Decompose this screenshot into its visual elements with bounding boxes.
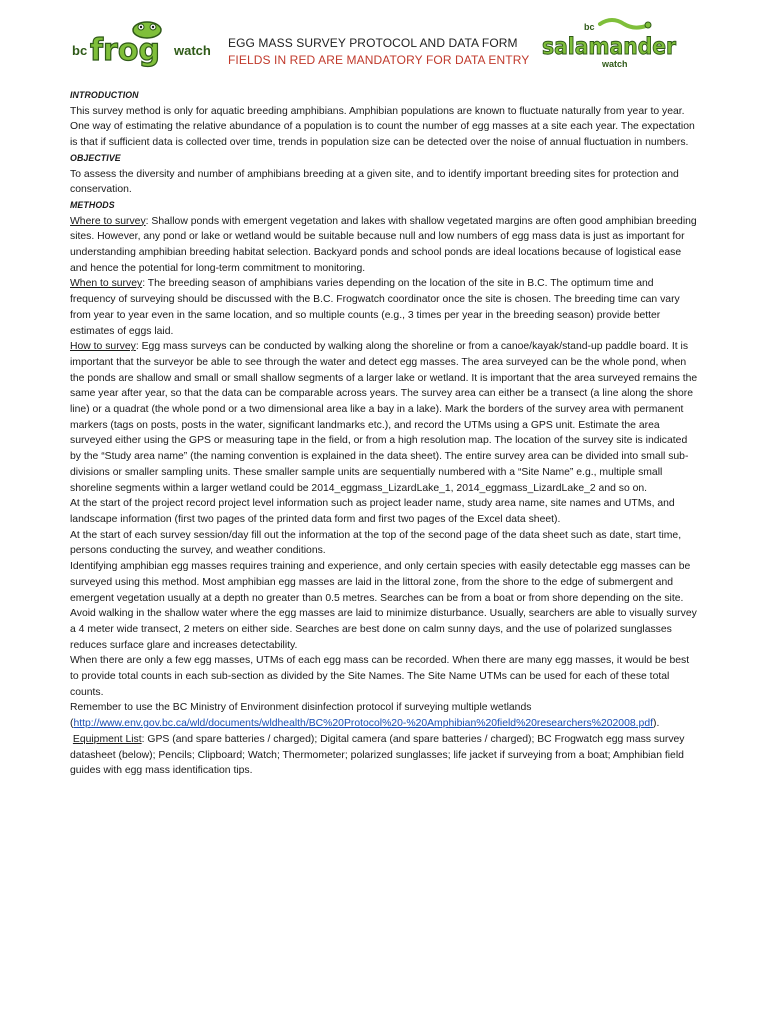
where-paragraph bbox=[70, 214, 700, 277]
where-label: Where to survey bbox=[70, 215, 146, 227]
objective-text: To assess the diversity and number of amphibians breeding at a given site, and to identify important breeding sites for protection and conservation. bbox=[70, 168, 679, 196]
protocol-body bbox=[70, 88, 700, 779]
when-text: : The breeding season of amphibians varies depending on the location of the site in B.C. The optimum time and frequency of surveying should be discussed with the B.C. Frogwatch coordinator once the site is chosen. The breeding time can vary from year to year even in the same location, and so multiple counts (e.g., 3 times per year in the breeding season) provide better estimates of eggs laid. bbox=[70, 278, 680, 337]
how-text: : Egg mass surveys can be conducted by walking along the shoreline or from a canoe/kayak/stand-up paddle board. It is important that the surveyor be able to see through the water and detect egg masses. The area surveyed can be the whole pond, when the ponds are shallow and small or small shallow segments of a larger lake or wetland. It is important that the area surveyed remains the same year after year, so that the data can be comparable across years. The survey area can either be a transect (a line along the shore line) or a quadrat (the whole pond or a two dimensional area like a bay in a lake). Mark the borders of the survey area with permanent markers (tags on posts, posts in the water, significant landmarks etc.), and record the UTMs using a GPS unit. Estimate the area surveyed either using the GPS or measuring tape in the field, or from a high resolution map. The location of the survey site is indicated by the “Study area name” (the naming convention is explained in the data sheet). The entire survey area can be divided into small sub-divisions or smaller sampling units. These smaller sample units are sequentially numbered with a “Site Name” e.g., multiple small shoreline segments within a larger wetland could be 2014_eggmass_LizardLake_1, 2014_eggmass_LizardLake_2 and so on. bbox=[70, 341, 698, 494]
link-close-paren: ). bbox=[652, 718, 660, 730]
equipment-label: Equipment List bbox=[72, 733, 142, 745]
bc-salamanderwatch-logo bbox=[540, 14, 680, 72]
equipment-text: : GPS (and spare batteries / charged); Digital camera (and spare batteries / charged); BC Frogwatch egg mass survey datasheet (below); Pencils; Clipboard; Watch; Thermometer; polarized sunglasses; life jacket if surveying from a boat; Amphibian field guides with egg mass identification tips. bbox=[70, 733, 685, 777]
when-paragraph bbox=[70, 276, 700, 339]
header-titles bbox=[228, 36, 528, 67]
counts-paragraph: When there are only a few egg masses, UTMs of each egg mass can be recorded. When there are many egg masses, it would be best to provide total counts in each sub-section as divided by the Site Names. The Site Name UTMs can be used for each of these total counts. bbox=[70, 655, 690, 698]
logo-left-bc: bc bbox=[72, 43, 88, 58]
disinfection-protocol-link[interactable]: http://www.env.gov.bc.ca/wld/documents/wldhealth/BC%20Protocol%20-%20Amphibian%20field%20researchers%202008.pdf bbox=[73, 718, 653, 730]
remember-paragraph: Remember to use the BC Ministry of Environment disinfection protocol if surveying multiple wetlands bbox=[70, 702, 532, 714]
disinfection-link-line bbox=[70, 716, 700, 732]
link-open-paren: ( bbox=[70, 718, 74, 730]
when-label: When to survey bbox=[70, 278, 143, 290]
methods-heading: METHODS bbox=[70, 199, 115, 210]
logo-right-main: salamander bbox=[542, 34, 677, 60]
logo-left-sub: watch bbox=[174, 43, 211, 58]
how-paragraph bbox=[70, 339, 700, 496]
identify-paragraph: Identifying amphibian egg masses requires training and experience, and only certain species with easily detectable egg masses can be surveyed using this method. Most amphibian egg masses are laid in the littoral zone, from the shore to the edge of submergent and emergent vegetation usually at a depth no greater than 0.5 metres. Searches can be from a boat or from shore depending on the site. Avoid walking in the shallow water where the egg masses are laid to minimize disturbance. Usually, searchers are able to visually survey a 4 meter wide transect, 2 meters on either side. Searches are best done on calm sunny days, and the use of polarized sunglasses reduces surface glare and increases detectability. bbox=[70, 561, 697, 651]
how-label: How to survey bbox=[70, 341, 136, 353]
logo-right-bc: bc bbox=[584, 22, 595, 32]
bc-frogwatch-logo bbox=[70, 18, 220, 70]
project-paragraph: At the start of the project record project level information such as project leader name, study area name, site names and UTMs, and landscape information (first two pages of the printed data form and first two pages of the Excel data sheet). bbox=[70, 498, 675, 525]
introduction-text: This survey method is only for aquatic breeding amphibians. Amphibian populations are known to fluctuate naturally from year to year. One way of estimating the relative abundance of a population is to count the number of egg masses at a site each year. The expectation is that if sufficient data is collected over time, trends in population size can be detected over the noise of annual fluctuation in numbers. bbox=[70, 105, 695, 149]
introduction-heading: INTRODUCTION bbox=[70, 90, 139, 100]
title-line-1: EGG MASS SURVEY PROTOCOL AND DATA FORM bbox=[228, 36, 518, 50]
logo-left-main: frog bbox=[90, 33, 160, 68]
session-paragraph: At the start of each survey session/day fill out the information at the top of the second page of the data sheet such as date, start time, persons conducting the survey, and weather conditions. bbox=[70, 529, 682, 557]
logo-right-sub: watch bbox=[602, 59, 628, 69]
where-text: : Shallow ponds with emergent vegetation and lakes with shallow vegetated margins are often good amphibian breeding sites. However, any pond or lake or wetland would be suitable because null and low numbers of egg mass data is just as important for understanding amphibian breeding habitat selection. Backyard ponds and school ponds are ideal locations because of logistical ease and hence the potential for long-term commitment to monitoring. bbox=[70, 215, 697, 274]
objective-heading: OBJECTIVE bbox=[70, 152, 121, 163]
title-line-2: FIELDS IN RED ARE MANDATORY FOR DATA ENTRY bbox=[228, 53, 530, 67]
equipment-paragraph bbox=[70, 732, 700, 779]
salamander-icon bbox=[600, 20, 646, 28]
